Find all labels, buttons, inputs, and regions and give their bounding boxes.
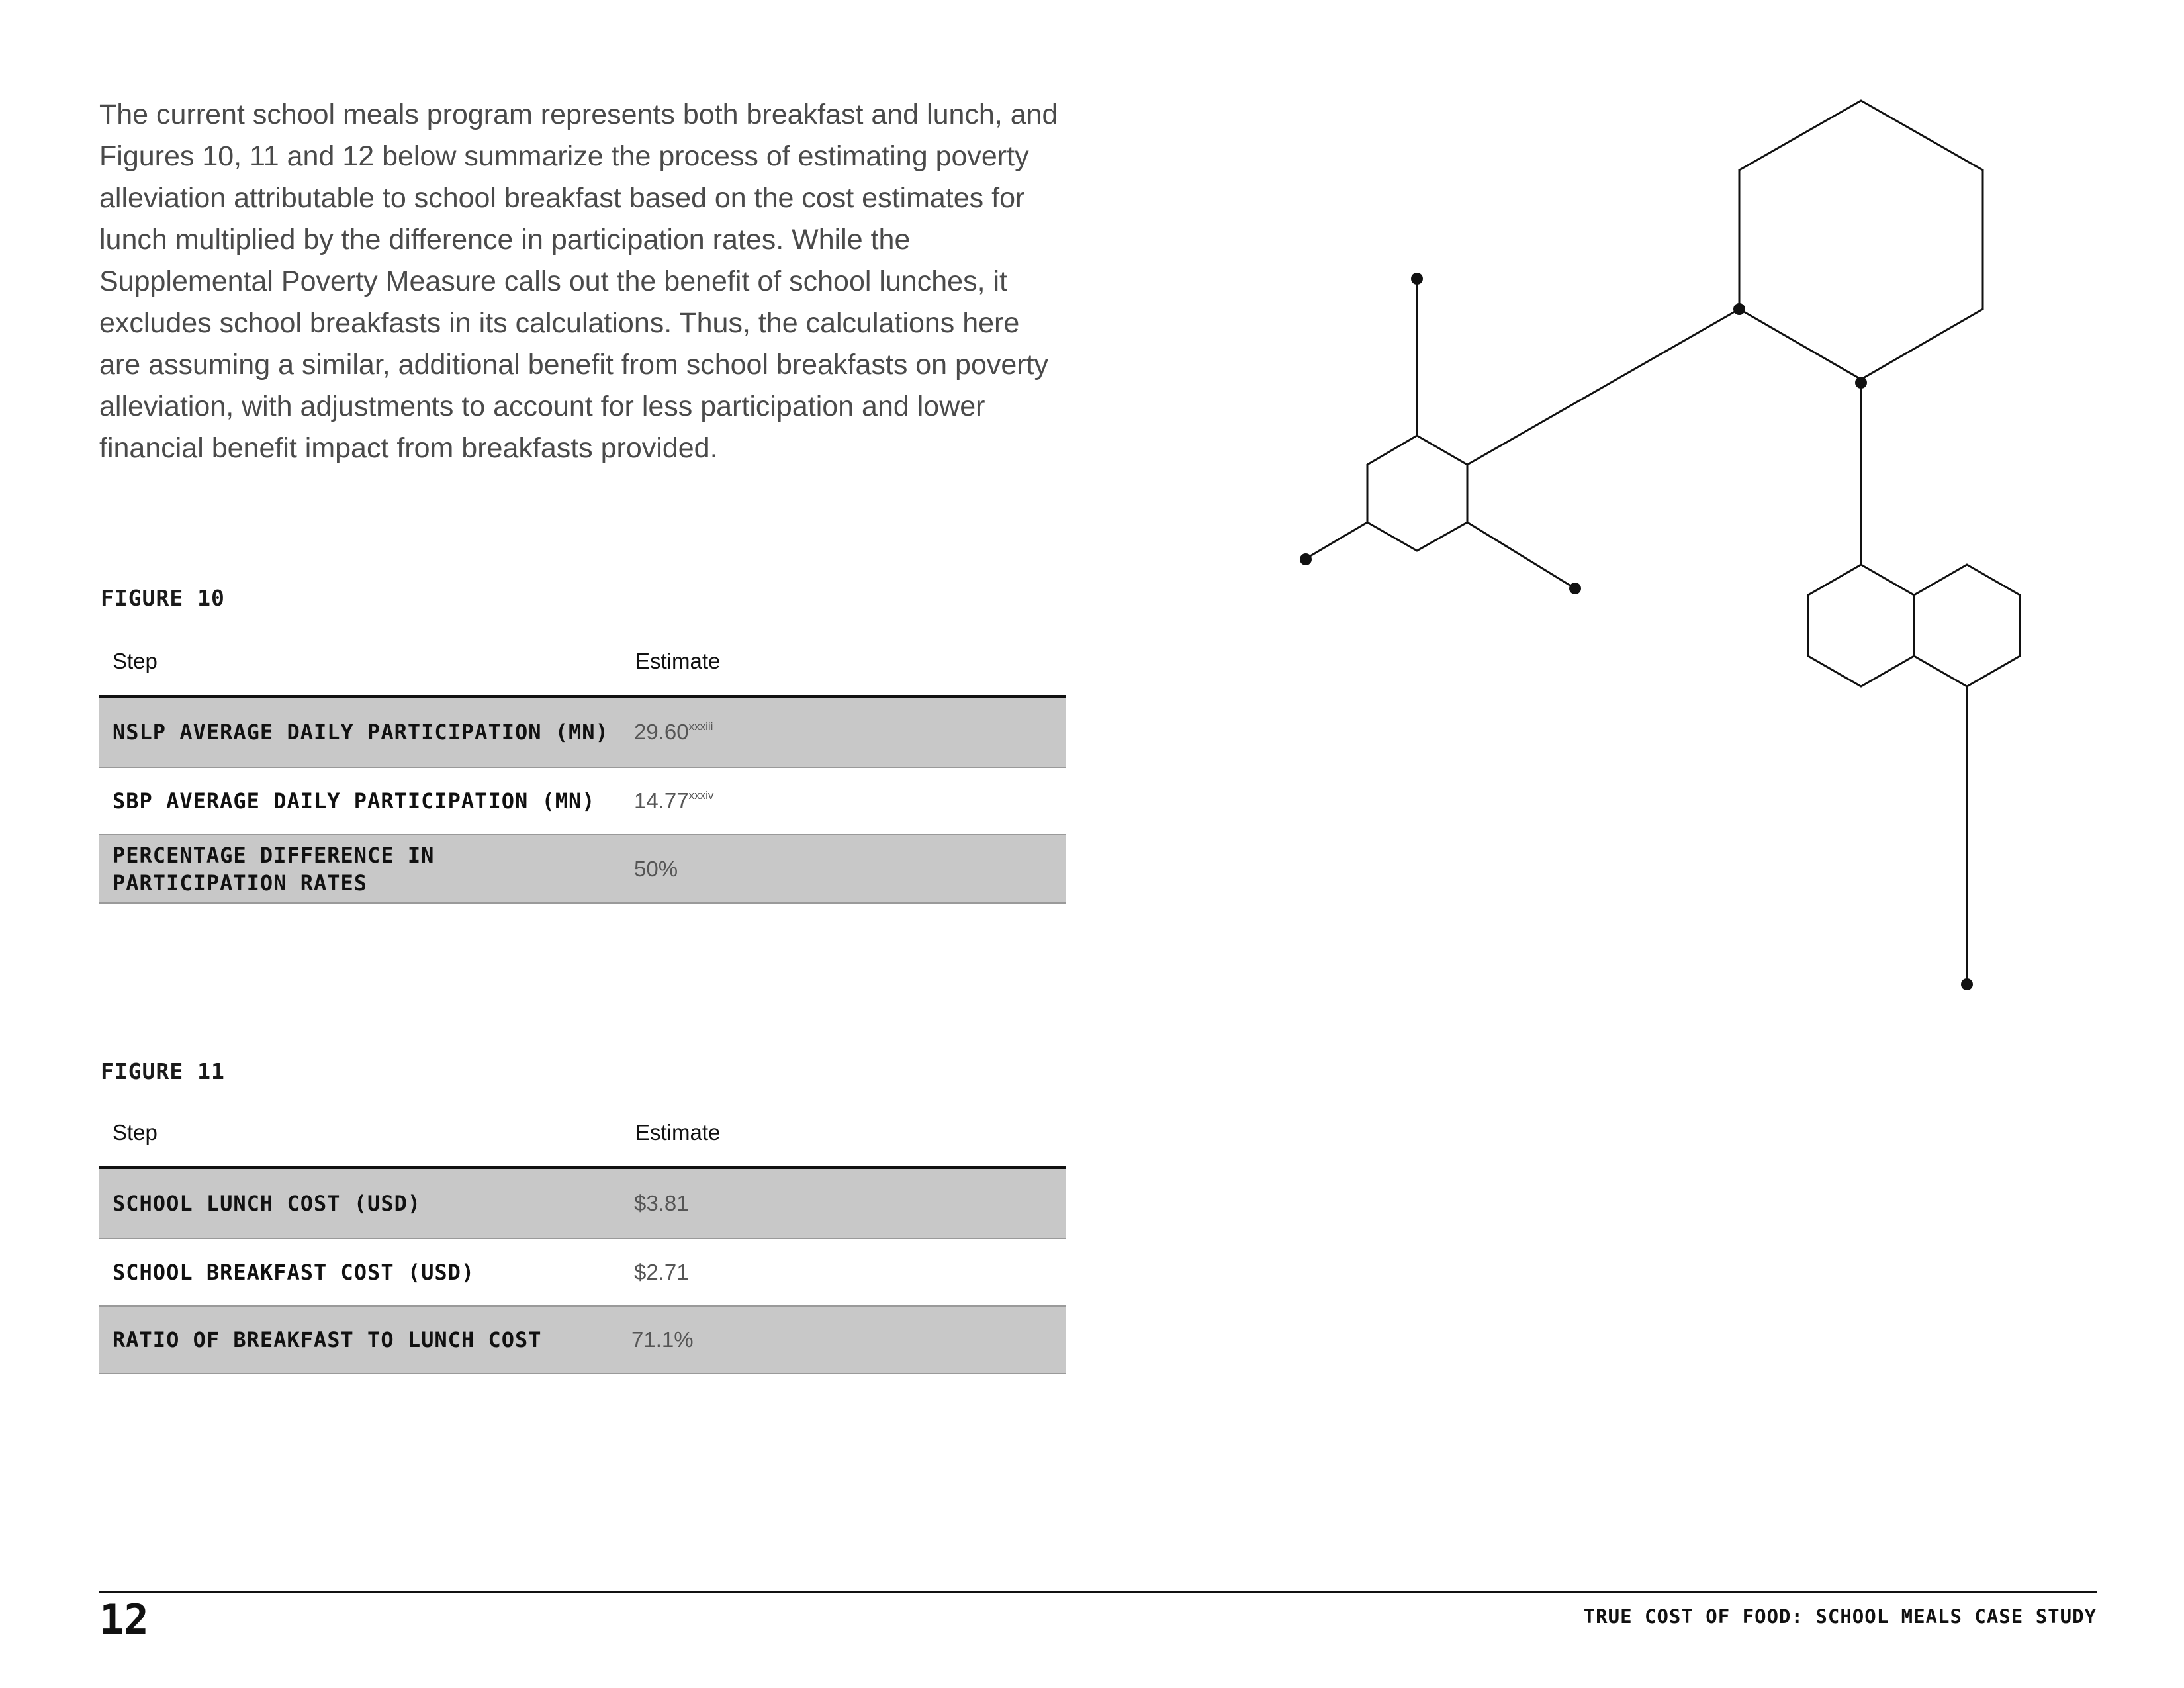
figure-11-label: FIGURE 11: [101, 1058, 225, 1084]
atom-dot: [1569, 583, 1581, 594]
figure-10-label: FIGURE 10: [101, 585, 225, 611]
endnote-ref: xxxiii: [688, 720, 713, 733]
step-cell: NSLP AVERAGE DAILY PARTICIPATION (MN): [113, 720, 609, 745]
estimate-cell: $2.71: [634, 1260, 689, 1284]
twin-hexagon-left: [1808, 565, 1914, 686]
page-number: 12: [99, 1595, 149, 1644]
intro-paragraph: The current school meals program represents both breakfast and lunch, and Figures 10, 11 and 12 below summarize the process of estimating poverty alleviation attributable to school breakfast based on the cost estimates for lunch multiplied by the difference in participation rates. While the Supplemental Poverty Measure calls out the benefit of school lunches, it excludes school breakfasts in its calculations. Thus, the calculations here are assuming a similar, additional benefit from school breakfasts on poverty alleviation, with adjustments to account for less participation and lower financial benefit impact from breakfasts provided.: [99, 99, 1058, 464]
atom-dot: [1855, 377, 1867, 389]
step-cell: SCHOOL LUNCH COST (USD): [113, 1191, 422, 1216]
estimate-column-header: Estimate: [635, 649, 721, 673]
endnote-ref: xxxiv: [688, 789, 714, 802]
running-title: TRUE COST OF FOOD: SCHOOL MEALS CASE STUDY: [1583, 1605, 2097, 1628]
footer-rule: [99, 1591, 2097, 1593]
small-hexagon: [1367, 436, 1467, 551]
atom-dot: [1411, 273, 1423, 285]
step-column-header: Step: [113, 1120, 158, 1145]
twin-hexagon-right: [1914, 565, 2020, 686]
bond-line: [1467, 522, 1575, 588]
atom-dot: [1300, 553, 1312, 565]
large-hexagon: [1739, 101, 1983, 379]
estimate-cell: 50%: [634, 856, 678, 881]
bond-line: [1306, 522, 1367, 559]
atom-dot: [1733, 303, 1745, 315]
atom-dot: [1961, 978, 1973, 990]
step-cell: RATIO OF BREAKFAST TO LUNCH COST: [113, 1327, 542, 1352]
step-column-header: Step: [113, 649, 158, 673]
estimate-cell: $29.60^{xxxiii}$: [634, 720, 713, 744]
step-cell: PERCENTAGE DIFFERENCE IN PARTICIPATION RATES: [113, 842, 435, 896]
bond-line: [1467, 309, 1739, 465]
step-cell: SBP AVERAGE DAILY PARTICIPATION (MN): [113, 788, 596, 814]
step-cell: SCHOOL BREAKFAST COST (USD): [113, 1260, 475, 1285]
estimate-cell: 71.1%: [631, 1327, 694, 1352]
estimate-column-header: Estimate: [635, 1120, 721, 1145]
estimate-cell: $3.81: [634, 1191, 689, 1215]
estimate-cell: $14.77^{xxxiv}$: [634, 788, 714, 813]
